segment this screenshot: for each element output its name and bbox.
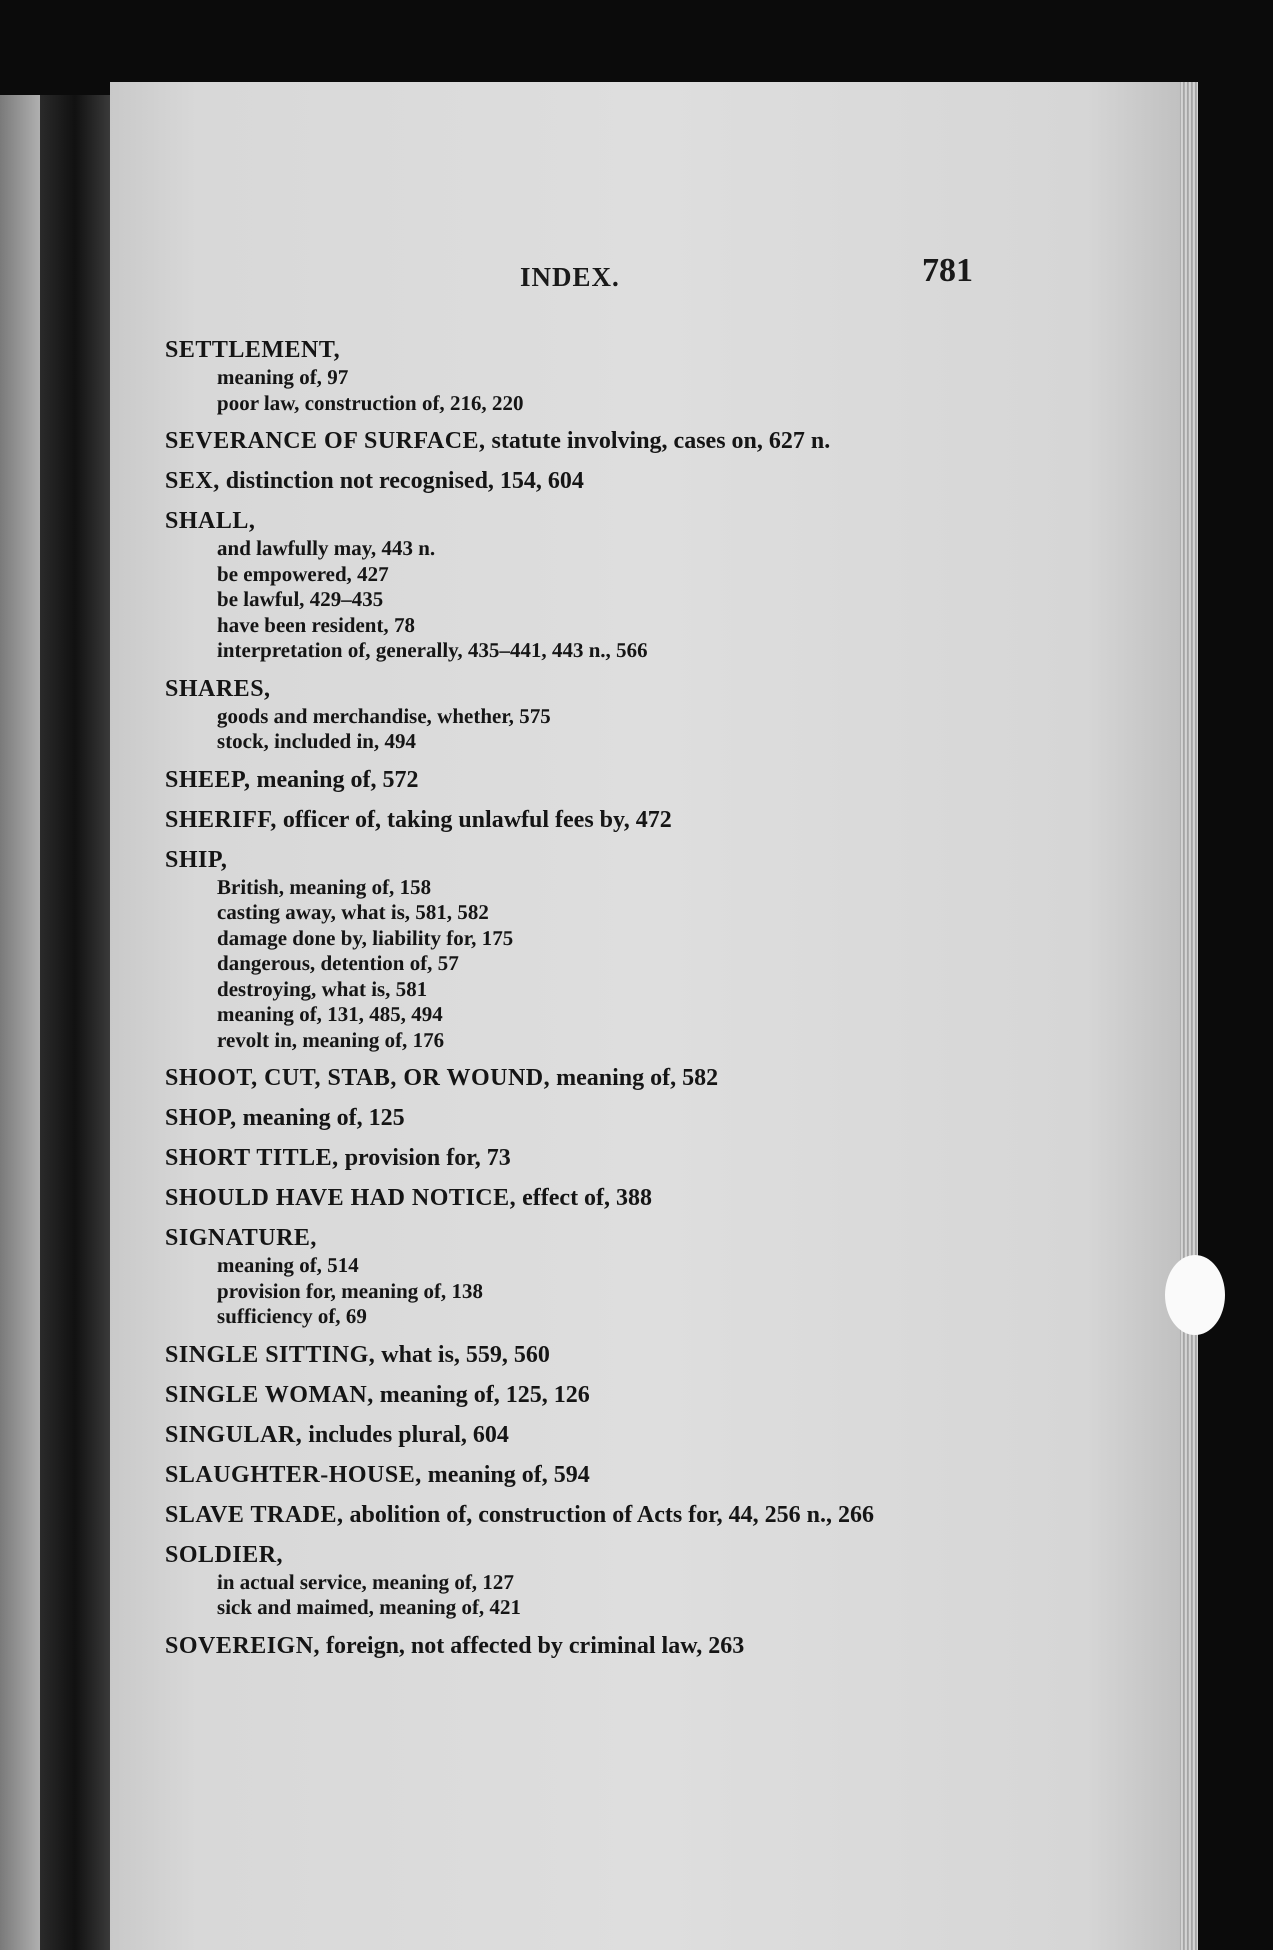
index-entry [165, 845, 1015, 1054]
index-subentry: meaning of, 97 [216, 365, 349, 389]
index-term: SHORT TITLE, [165, 1145, 339, 1171]
index-term: SETTLEMENT, [165, 337, 341, 363]
index-subentry: provision for, meaning of, 138 [216, 1278, 484, 1303]
index-subentry: stock, included in, 494 [216, 729, 417, 753]
index-entry [165, 426, 1015, 456]
index-heading [165, 1063, 1015, 1093]
index-entry [165, 805, 1015, 835]
index-term: SHEEP, [165, 766, 251, 793]
index-description: meaning of, 572 [250, 766, 419, 793]
index-entry [165, 1540, 1015, 1621]
index-description: provision for, 73 [338, 1145, 511, 1171]
index-description: officer of, taking unlawful fees by, 472 [276, 806, 672, 833]
book-binding [40, 95, 110, 1950]
index-term: SEX, [165, 468, 220, 494]
index-heading [165, 1420, 1015, 1450]
index-heading [165, 1500, 1015, 1530]
index-subentry: destroying, what is, 581 [216, 976, 428, 1001]
index-subentry: goods and merchandise, whether, 575 [216, 703, 551, 728]
index-entry [165, 335, 1015, 416]
index-heading [165, 805, 1015, 835]
index-entry [165, 1063, 1015, 1093]
index-description: effect of, 388 [516, 1185, 653, 1211]
index-heading [165, 1540, 1015, 1570]
index-heading [165, 765, 1015, 795]
index-term: SLAUGHTER-HOUSE, [165, 1461, 422, 1488]
index-entry [165, 674, 1015, 755]
index-description: what is, 559, 560 [375, 1341, 550, 1368]
paper-blemish [1165, 1255, 1225, 1335]
index-subentry: meaning of, 131, 485, 494 [216, 1002, 443, 1026]
index-term: SINGULAR, [165, 1421, 303, 1448]
index-heading [165, 506, 1015, 536]
index-heading [165, 1631, 1015, 1661]
index-description: meaning of, 594 [421, 1461, 590, 1488]
index-subentry: interpretation of, generally, 435–441, 443 n., 566 [216, 638, 648, 662]
index-heading [165, 1143, 1015, 1173]
index-subentry: sick and maimed, meaning of, 421 [216, 1595, 522, 1619]
index-heading [165, 1183, 1015, 1213]
index-term: SHARES, [165, 675, 271, 702]
index-subentry: meaning of, 514 [216, 1253, 359, 1277]
index-entry [165, 1103, 1015, 1133]
index-term: SHALL, [165, 508, 256, 534]
index-subentry: casting away, what is, 581, 582 [216, 900, 490, 924]
index-entry [165, 1631, 1015, 1661]
index-heading [165, 1340, 1015, 1370]
index-subentry: British, meaning of, 158 [216, 874, 432, 899]
index-entry [165, 1420, 1015, 1450]
index-heading [165, 1103, 1015, 1133]
index-subentry: be lawful, 429–435 [216, 587, 384, 611]
index-term: SHIP, [165, 846, 228, 873]
index-heading [165, 674, 1015, 704]
index-entry [165, 466, 1015, 496]
index-description: includes plural, 604 [302, 1421, 509, 1448]
page-stack-edge [1180, 82, 1198, 1950]
running-head: INDEX. [520, 262, 620, 292]
index-heading [165, 1460, 1015, 1490]
index-entry [165, 1143, 1015, 1173]
index-description: statute involving, cases on, 627 n. [485, 428, 831, 454]
index-term: SLAVE TRADE, [165, 1501, 344, 1528]
index-entry [165, 1500, 1015, 1530]
index-description: abolition of, construction of Acts for, 44, 256 n., 266 [343, 1501, 874, 1528]
index-subentry: poor law, construction of, 216, 220 [216, 390, 524, 415]
index-description: distinction not recognised, 154, 604 [219, 468, 584, 494]
index-term: SINGLE SITTING, [165, 1341, 376, 1368]
index-list [165, 335, 1015, 1671]
index-term: SOLDIER, [165, 1541, 284, 1568]
index-entry [165, 1223, 1015, 1330]
index-term: SINGLE WOMAN, [165, 1381, 374, 1408]
index-entry [165, 1183, 1015, 1213]
index-subentry: revolt in, meaning of, 176 [216, 1027, 445, 1052]
index-term: SHOULD HAVE HAD NOTICE, [165, 1185, 517, 1211]
index-entry [165, 1380, 1015, 1410]
index-heading [165, 466, 1015, 496]
index-description: meaning of, 125, 126 [373, 1381, 590, 1408]
index-subentry: be empowered, 427 [216, 561, 389, 586]
index-heading [165, 1223, 1015, 1253]
index-entry [165, 506, 1015, 664]
index-description: foreign, not affected by criminal law, 263 [320, 1632, 745, 1659]
page-number: 781 [922, 252, 973, 289]
index-term: SEVERANCE OF SURFACE, [165, 428, 486, 454]
index-heading [165, 845, 1015, 875]
index-subentry: and lawfully may, 443 n. [216, 536, 436, 560]
index-term: SHOOT, CUT, STAB, OR WOUND, [165, 1065, 551, 1091]
index-description: meaning of, 125 [236, 1105, 405, 1131]
index-subentry: in actual service, meaning of, 127 [216, 1569, 515, 1594]
index-heading [165, 1380, 1015, 1410]
index-subentry: sufficiency of, 69 [216, 1304, 368, 1328]
index-heading [165, 426, 1015, 456]
index-subentry: dangerous, detention of, 57 [216, 951, 459, 975]
index-term: SHOP, [165, 1105, 237, 1131]
index-description: meaning of, 582 [550, 1065, 719, 1091]
index-term: SHERIFF, [165, 806, 277, 833]
index-term: SOVEREIGN, [165, 1632, 321, 1659]
index-term: SIGNATURE, [165, 1225, 317, 1251]
index-entry [165, 1460, 1015, 1490]
index-subentry: damage done by, liability for, 175 [216, 925, 514, 950]
index-subentry: have been resident, 78 [216, 612, 416, 637]
index-entry [165, 765, 1015, 795]
index-heading [165, 335, 1015, 365]
index-entry [165, 1340, 1015, 1370]
